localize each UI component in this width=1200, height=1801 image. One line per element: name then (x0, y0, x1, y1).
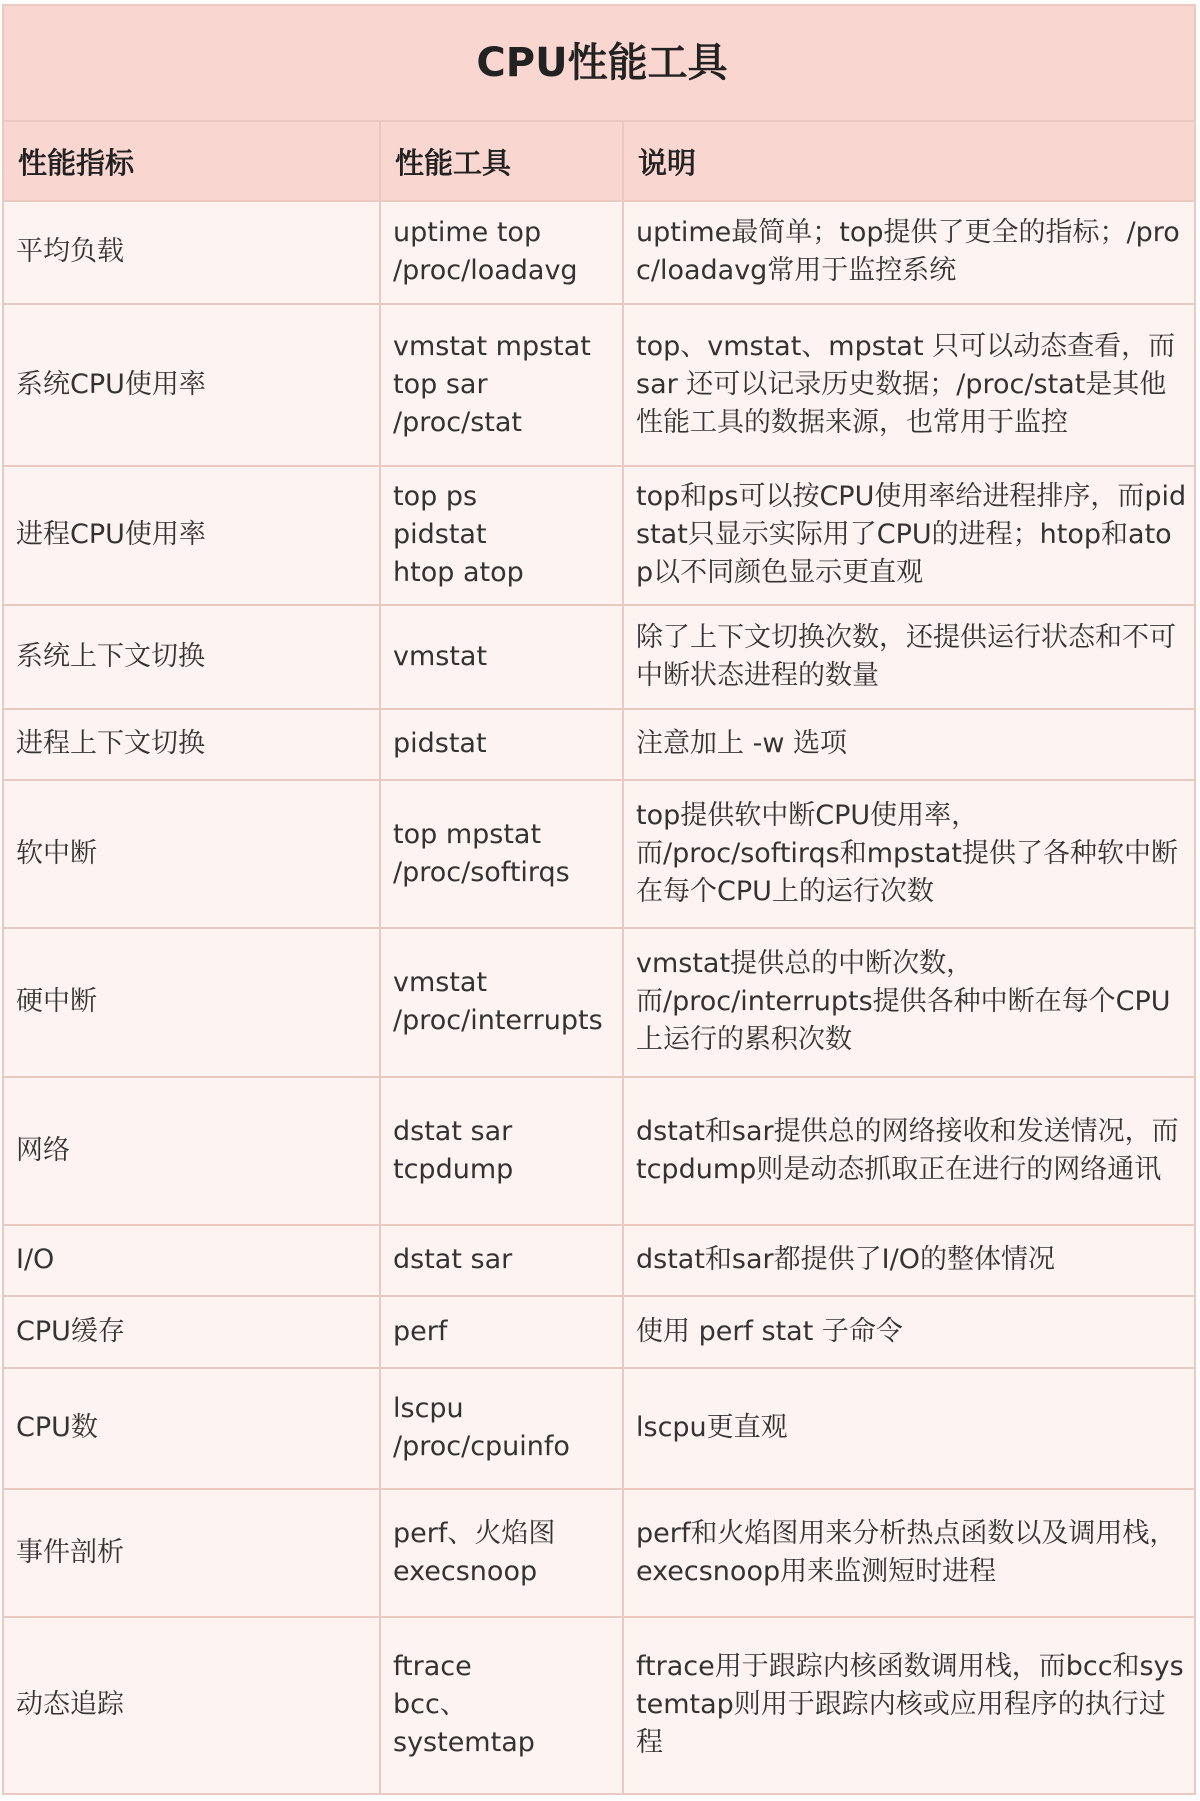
table-row (4, 1077, 1194, 1225)
metric-cell: 事件剖析 (4, 1489, 380, 1617)
tools-cell: ftrace bcc、 systemtap (380, 1617, 623, 1793)
metric-cell: 硬中断 (4, 928, 380, 1076)
metric-cell: 软中断 (4, 780, 380, 928)
tools-table (4, 6, 1194, 1793)
metric-cell: 进程CPU使用率 (4, 466, 380, 605)
description-cell: uptime最简单；top提供了更全的指标；/proc/loadavg常用于监控系统 (623, 201, 1194, 304)
table-title: CPU性能工具 (4, 6, 1194, 121)
table-row (4, 1368, 1194, 1489)
tools-cell: uptime top /proc/loadavg (380, 201, 623, 304)
column-header-description: 说明 (623, 121, 1194, 201)
description-cell: dstat和sar提供总的网络接收和发送情况，而tcpdump则是动态抓取正在进行的网络通讯 (623, 1077, 1194, 1225)
tools-cell: vmstat mpstat top sar /proc/stat (380, 304, 623, 466)
description-cell: vmstat提供总的中断次数， 而/proc/interrupts提供各种中断在每个CPU上运行的累积次数 (623, 928, 1194, 1076)
metric-cell: 网络 (4, 1077, 380, 1225)
table-row (4, 1296, 1194, 1367)
table-row (4, 1617, 1194, 1793)
description-cell: top和ps可以按CPU使用率给进程排序，而pidstat只显示实际用了CPU的进程；htop和atop以不同颜色显示更直观 (623, 466, 1194, 605)
description-cell: top、vmstat、mpstat 只可以动态查看，而 sar 还可以记录历史数据；/proc/stat是其他性能工具的数据来源，也常用于监控 (623, 304, 1194, 466)
header-row (4, 121, 1194, 201)
tools-cell: vmstat /proc/interrupts (380, 928, 623, 1076)
tools-cell: vmstat (380, 605, 623, 709)
table-row (4, 466, 1194, 605)
table-row (4, 1489, 1194, 1617)
metric-cell: CPU数 (4, 1368, 380, 1489)
cpu-performance-tools-table (2, 4, 1196, 1795)
tools-cell: dstat sar tcpdump (380, 1077, 623, 1225)
metric-cell: I/O (4, 1225, 380, 1296)
tools-cell: dstat sar (380, 1225, 623, 1296)
tools-cell: perf、火焰图 execsnoop (380, 1489, 623, 1617)
tools-cell: pidstat (380, 709, 623, 780)
description-cell: dstat和sar都提供了I/O的整体情况 (623, 1225, 1194, 1296)
column-header-metric: 性能指标 (4, 121, 380, 201)
tools-cell: perf (380, 1296, 623, 1367)
column-header-tools: 性能工具 (380, 121, 623, 201)
tools-cell: top mpstat /proc/softirqs (380, 780, 623, 928)
table-row (4, 709, 1194, 780)
metric-cell: 系统CPU使用率 (4, 304, 380, 466)
description-cell: lscpu更直观 (623, 1368, 1194, 1489)
description-cell: 注意加上 -w 选项 (623, 709, 1194, 780)
description-cell: 除了上下文切换次数，还提供运行状态和不可中断状态进程的数量 (623, 605, 1194, 709)
metric-cell: CPU缓存 (4, 1296, 380, 1367)
table-row (4, 201, 1194, 304)
description-cell: top提供软中断CPU使用率， 而/proc/softirqs和mpstat提供了各种软中断在每个CPU上的运行次数 (623, 780, 1194, 928)
description-cell: ftrace用于跟踪内核函数调用栈，而bcc和systemtap则用于跟踪内核或应用程序的执行过程 (636, 1651, 1184, 1759)
tools-cell: top ps pidstat htop atop (380, 466, 623, 605)
tools-cell: lscpu /proc/cpuinfo (380, 1368, 623, 1489)
table-row (4, 1225, 1194, 1296)
description-cell: 使用 perf stat 子命令 (623, 1296, 1194, 1367)
metric-cell: 进程上下文切换 (4, 709, 380, 780)
metric-cell: 系统上下文切换 (4, 605, 380, 709)
metric-cell: 动态追踪 (4, 1617, 380, 1793)
table-row (4, 605, 1194, 709)
description-cell: perf和火焰图用来分析热点函数以及调用栈，execsnoop用来监测短时进程 (623, 1489, 1194, 1617)
table-row (4, 780, 1194, 928)
table-row (4, 304, 1194, 466)
metric-cell: 平均负载 (4, 201, 380, 304)
table-row (4, 928, 1194, 1076)
